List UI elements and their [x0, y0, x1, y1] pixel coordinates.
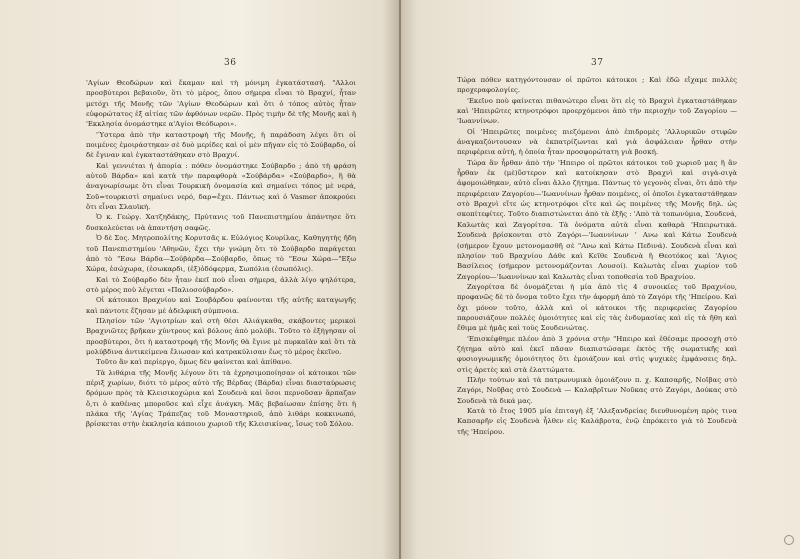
- paragraph: Καὶ τὸ Σούβαρδο δὲν ἦταν ἐκεῖ ποὺ εἶναι σήμερα, ἀλλὰ λίγο ψηλότερα, στὸ μέρος ποὺ λέγεται «Παλιοσούβαρδο».: [86, 275, 356, 294]
- paragraph: Οἱ κάτοικοι Βραχνίου καὶ Σουβάρδου φαίνονται τῆς αὐτῆς καταγωγῆς καὶ πάντοτε ἔζησαν μὲ ἀδελφικὴ σύμπνοια.: [86, 296, 356, 315]
- page-body: [457, 75, 737, 437]
- paragraph: Ὁ κ. Γεώργ. Χατζηδάκης, Πρύτανις τοῦ Πανεπιστημίου ἀπάντησε ὅτι δυσκολεύεται νὰ ἀπαντήση σαφῶς.: [86, 213, 356, 232]
- page-number: 36: [224, 58, 237, 68]
- page-corner-mark: [784, 535, 794, 545]
- left-page: [0, 0, 399, 559]
- right-page: [401, 0, 800, 559]
- paragraph: Καὶ γεννιέται ἡ ἀπορία : πόθεν ὀνομάστηκε Σούβαρδο ; ἀπὸ τὴ φράση αὐτοῦ Βάρδα» καὶ κατὰ τὴν παραφθορὰ «Σούβάρδα» «Σούβαρδο», ἢ θὰ ἀναγνωρίσωμε ὅτι εἶναι Τουρκικὴ ὀνομασία καὶ σημαίνει τόπος μὲ νερά, Σοῦ=τουρκιστὶ σημαίνει νερό, δαρ=ἔχει. Πάντως καὶ ὁ Vasmer ἀποκρούει ὅτι εἶναι Σλαυϊκή.: [86, 161, 356, 212]
- paragraph: Τὰ λιθάρια τῆς Μονῆς λέγουν ὅτι τὰ ἐχρησιμοποίησαν οἱ κάτοικοι τῶν πέριξ χωρίων, διότι τὸ μέρος αὐτὸ τῆς Βέρδας (Βάρδα) εἶναι διασταύρωσις δρόμων πρὸς τὰ Κλεισικοχώρια καὶ Σουδενὰ καὶ ὅσοι περνοῦσαν ἅρπαζαν ὅ,τι ὁ καθένας μποροῦσε καὶ εἶχε ἀνάγκη. Μᾶς βεβαίωσαν ἐπίσης ὅτι ἡ πλάκα τῆς 'Αγίας Τράπεζας τοῦ Μοναστηριοῦ, ἀπὸ λιθάρι κοκκινωπό, βρίσκεται στὴν ἐκκλησία κάποιου χωριοῦ τῆς Κλεισικίνας, ἴσως τοῦ Σόλου.: [86, 368, 356, 429]
- paragraph: Ζαγορίτσα δὲ ὀνομάζεται ἡ μία ἀπὸ τὶς 4 συνοικίες τοῦ Βραχνίου, προφανῶς δὲ τὸ ὄνομα τοῦτο ἔχει τὴν ἀφορμὴ ἀπὸ τὸ Ζαγόρι τῆς 'Ηπείρου. Καὶ ὄχι μόνον τοῦτο, ἀλλὰ καὶ οἱ κάτοικοι τῆς περιφερείας Ζαγορίου παρουσιάζουν πολλὲς ὁμοιότητες καὶ εἰς τὰς ἐνδυμασίας καὶ εἰς τὰ ἤθη καὶ ἔθιμα μὲ ἡμᾶς καὶ τοὺς Σουδενιώτας.: [457, 282, 737, 333]
- paragraph: Πλησίον τῶν 'Αγιοτρίων καὶ στὴ θέσι Αλιάγκαθα, σκάβοντες μερικοὶ Βραχνιῶτες βρῆκαν χύντρους καὶ βόλους ἀπὸ μολύβι. Τοῦτο τὸ ἐξήγησαν οἱ προσβύτεροι, ὅτι ἡ καταστροφὴ τῆς Μονῆς θὰ ἔγινε μὲ πυρκαϊὰν καὶ ὅτι τὰ μολύβδινα ἀντικείμενα ἔλιωσαν καὶ κατρακύλισαν ἕως τὸ μέρος ἐκεῖνο.: [86, 316, 356, 356]
- paragraph: 'Επισκέφθημε πλέον ἀπὸ 3 χρόνια στὴν "Ηπειρο καὶ ἐθέσαμε προσοχὴ στὸ ζήτημα αὐτὸ καὶ ἐκεῖ πᾶσαν διαπιστώσαμε ἐκτὸς τῆς σωματικῆς καὶ φυσιογνωμικῆς ὁμοιότητος ὅτι ἐμοιάζουν καὶ στὶς ψυχικὲς ἐμφάνσεις δηλ. στὶς ἀρετὲς καὶ στὰ ἐλαττώματα.: [457, 334, 737, 374]
- paragraph: Τοῦτο ἂν καὶ περίεργο, ὅμως δὲν φαίνεται καὶ ἀπίθανο.: [96, 358, 292, 367]
- paragraph: Τώρα πόθεν κατηγόντουσαν οἱ πρῶτοι κάτοικοι ; Καὶ ἐδῶ εἴχαμε πολλὲς προχεραφολογίες.: [457, 76, 737, 95]
- paragraph: Τώρα ἂν ἦρθαν ἀπὸ τὴν 'Ηπειρο οἱ πρῶτοι κάτοικοι τοῦ χωριοῦ μας ἢ ἂν ἦρθαν ἐκ (μὲ)ὕστερον καὶ κατοίκησαν στὸ Βραχνὶ καὶ σιγὰ-σιγὰ ἀφομοιώθηκαν, αὐτὸ εἶναι ἄλλο ζήτημα. Πάντως τὸ γεγονὸς εἶναι, ὅτι ἀπὸ τὴν περιφέρειαν Ζαγορίου—'Ιωαννίνων ἦρθαν ποιμένες, οἱ ὁποῖοι ἐγκαταστάθηκαν στὸ Βραχνὶ εἴτε ὡς κτηνοτρόφοι εἴτε καὶ ὡς ποιμένες τῆς Μονῆς δηλ. ὡς σκοπίτεφίτες. Τοῦτο διαπιστώνεται ἀπὸ τὰ ἑξῆς : 'Απὸ τὰ τοπωνύμια, Σουδενά, Καλωτὰς καὶ Ζαγορίτσα. Τὰ ὀνόματα αὐτὰ εἶναι καθαρὰ 'Ηπειρωτικά. Σουδενὰ βρίσκονται στὸ Ζαγόρι—'Ιωαννίνων ' Ανω καὶ Κάτω Σουδενὰ (σήμερον ἔχουν μετονομασθῆ σὲ "Ανω καὶ Κάτω Πεδινά). Σουδενὰ εἶναι καὶ πλησίον τοῦ Βραχνίου Δάθε καὶ Κεῖθε Σουδενὰ ἢ Θεοτόκος καὶ 'Αγιος Βασίλειος (σήμερον μετονομάζονται Λουσοί). Καλωτὰς εἶναι χωρίον τοῦ Ζαγορίου—'Ιωαννίνων καὶ Καλωτὰς εἶναι τοποθεσία τοῦ Βραχνίου.: [457, 158, 737, 281]
- paragraph: 'Αγίων Θεοδώρων καὶ ἔκαμαν καὶ τὴ μόνιμη ἐγκατάστασή. "Αλλοι προσβύτεροι βεβαιοῦν, ὅτι τὸ μέρος, ὅπου σήμερα εἶναι τὸ Βραχνί, ἦταν μετόχι τῆς Μονῆς τῶν 'Αγίων Θεοδώρων καὶ ὅτι ὁ τόπος αὐτὸς ἦταν εὐφορώτατος ἐξ αἰτίας τῶν ἀφθόνων νερῶν. Πρὸς τιμὴν δὲ τῆς Μονῆς καὶ ἡ 'Εκκλησία ὀνομάστηκε α'Αγίοι Θεόδωροι».: [86, 79, 356, 129]
- paragraph: Οἱ 'Ηπειρῶτες ποιμένες πιεζόμενοι ἀπὸ ἐπιδρομὲς 'Αλλυρικῶν στιφῶν ἀναγκαζόντουσαν νὰ ἐκπατρίζωνται καὶ γιὰ ἀσφάλειαν ἦρθαν στὴν περιφέρεια αὐτή, ἡ ὁποία ἦταν προσφορώτατη γιὰ βοσκή.: [457, 127, 737, 157]
- page-body: [86, 78, 356, 430]
- paragraph: Κατὰ τὸ ἔτος 1905 μία ἐπιταγὴ ἐξ 'Αλεξανδρείας διευθυνομένη πρὸς τινα Καπσαρῆν εἰς Σουδενὰ ἦλθεν εἰς Καλάβροτα, ἐνῷ ἐπρόκειτο γιὰ τὸ Σουδενὰ τῆς 'Ηπείρου.: [457, 407, 737, 436]
- paragraph: Ὁ δὲ Σος. Μητροπολίτης Κορυτσᾶς κ. Εὐλόγιος Κουρίλας, Καθηγητὴς ἤδη τοῦ Πανεπιστημίου 'Αθηνῶν, ἔχει τὴν γνώμη ὅτι τὸ Σούβαρδο παράγεται ἀπὸ τὸ "Εσω Βάρδα—Σοὐβάρδα—Σούβαρδο, ὅπως τὸ "Εσω Χώρα—"Εξω Χώρα, ἐσώχωρα, (ἐσωκαρδι, (ἐξ)ὁδόφερμα, Σωπόλια (ἐσωπόλις).: [86, 234, 356, 274]
- paragraph: 'Εκεῖνο ποὺ φαίνεται πιθανώτερο εἶναι ὅτι εἰς τὸ Βραχνὶ ἐγκαταστάθηκαν καὶ 'Ηπειρῶτες κτηνοτρόφοι προερχόμενοι ἀπὸ τὴν περιοχὴν τοῦ Ζαγορίου — 'Ιωαννίνων.: [457, 96, 737, 126]
- paragraph: 'Ύστερα ἀπὸ τὴν καταστροφὴ τῆς Μονῆς, ἡ παράδοση λέγει ὅτι οἱ ποιμένες ἐμοιράστηκαν σὲ δυὸ μερίδες καὶ οἱ μὲν πῆγαν εἰς τὸ Σούβαρδο, οἱ δὲ ἔγιναν καὶ ἐγκαταστάθηκαν στὸ Βραχνί.: [86, 130, 356, 160]
- page-number: 37: [591, 58, 604, 68]
- paragraph: Πλὴν τούτων καὶ τὰ πατρωνυμικὰ ὁμοιάζουν π. χ. Καπσαρῆς, Νοῖβας στὸ Ζαγόρι, Νοῦβας στὸ Σουδενὰ — Καλαβρῖτων Νοῦκας στὸ Ζαγόρι, Δούκας στὸ Σουδενὰ τὰ δικά μας.: [457, 375, 737, 405]
